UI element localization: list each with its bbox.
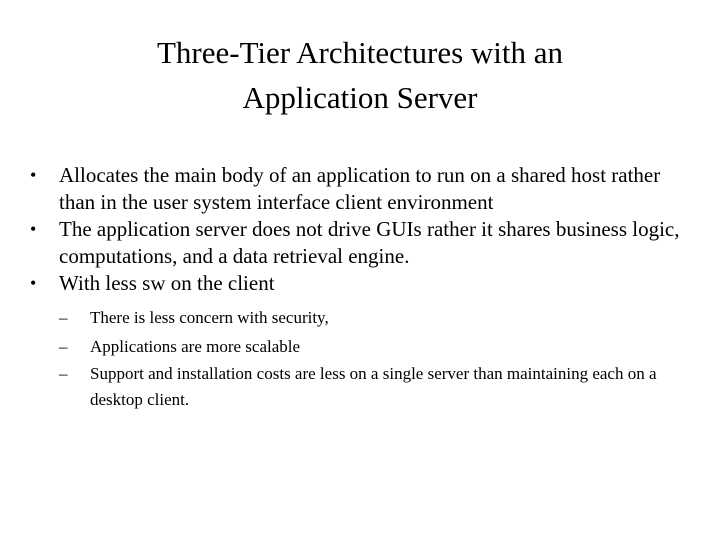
title-line-1: Three-Tier Architectures with an: [156, 35, 564, 70]
bullet-marker: •: [30, 165, 37, 185]
sub-bullet-text: Applications are more scalable: [90, 337, 301, 356]
slide-body: [30, 162, 700, 413]
bullet-text: Allocates the main body of an application to run on a shared host rather than in the user system interface client environment: [59, 163, 661, 214]
sub-bullet-marker: –: [59, 337, 68, 356]
sub-bullet-marker: –: [59, 308, 68, 327]
sub-bullet-text: There is less concern with security,: [90, 308, 329, 327]
sub-bullet-item: [59, 303, 700, 332]
bullet-text: With less sw on the client: [59, 271, 275, 295]
bullet-item: [30, 216, 700, 270]
bullet-marker: •: [30, 219, 37, 239]
sub-bullet-item: [59, 332, 700, 361]
bullet-item: [30, 162, 700, 216]
title-line-2: Application Server: [242, 80, 478, 115]
sub-bullet-text: Support and installation costs are less on a single server than maintaining each on a desktop client.: [90, 364, 657, 409]
sub-bullet-list: [30, 303, 700, 413]
slide-title: [60, 30, 660, 120]
bullet-item: [30, 270, 700, 297]
bullet-text: The application server does not drive GUIs rather it shares business logic, computations, and a data retrieval engine.: [59, 217, 680, 268]
sub-bullet-marker: –: [59, 364, 68, 383]
sub-bullet-item: [59, 361, 700, 413]
bullet-marker: •: [30, 273, 37, 293]
